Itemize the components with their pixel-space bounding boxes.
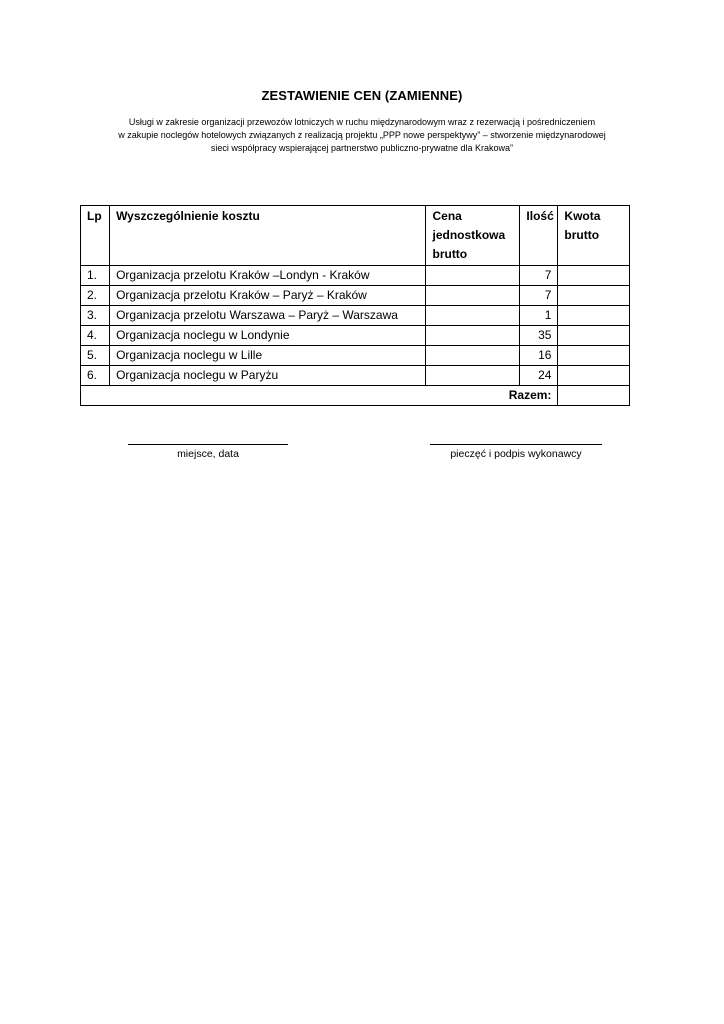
- cell-quantity: 16: [520, 346, 558, 366]
- cell-amount[interactable]: [558, 366, 630, 386]
- cell-quantity: 7: [520, 286, 558, 306]
- cell-unit-price[interactable]: [426, 326, 520, 346]
- table-row: [81, 326, 630, 346]
- cell-unit-price[interactable]: [426, 366, 520, 386]
- intro-line: sieci współpracy wspierającej partnerstwo publiczno-prywatne dla Krakowa”: [210, 143, 514, 153]
- cell-description: Organizacja noclegu w Paryżu: [110, 366, 426, 386]
- header-lp: Lp: [81, 206, 110, 266]
- cell-lp: 3.: [81, 306, 110, 326]
- signature-caption: pieczęć i podpis wykonawcy: [450, 448, 582, 460]
- cell-lp: 1.: [81, 266, 110, 286]
- cell-amount[interactable]: [558, 266, 630, 286]
- total-label: Razem:: [81, 386, 558, 406]
- table-total-row: [81, 386, 630, 406]
- total-value[interactable]: [558, 386, 630, 406]
- cell-quantity: 1: [520, 306, 558, 326]
- header-description: Wyszczególnienie kosztu: [110, 206, 426, 266]
- intro-text: [60, 116, 664, 155]
- table-row: [81, 346, 630, 366]
- signature-contractor: [430, 434, 602, 460]
- cell-lp: 5.: [81, 346, 110, 366]
- page-title: ZESTAWIENIE CEN (ZAMIENNE): [261, 88, 463, 103]
- cell-unit-price[interactable]: [426, 266, 520, 286]
- cell-amount[interactable]: [558, 346, 630, 366]
- cell-description: Organizacja noclegu w Londynie: [110, 326, 426, 346]
- cell-amount[interactable]: [558, 306, 630, 326]
- cell-amount[interactable]: [558, 286, 630, 306]
- table-row: [81, 366, 630, 386]
- signature-line: [128, 434, 288, 445]
- cell-quantity: 24: [520, 366, 558, 386]
- intro-line: w zakupie noclegów hotelowych związanych z realizacją projektu „PPP nowe perspektywy” – stworzenie międzynarodowej: [118, 130, 606, 140]
- cell-unit-price[interactable]: [426, 346, 520, 366]
- intro-line: Usługi w zakresie organizacji przewozów lotniczych w ruchu międzynarodowym wraz z rezerwacją i pośredniczeniem: [128, 117, 596, 127]
- table-row: [81, 266, 630, 286]
- cell-lp: 6.: [81, 366, 110, 386]
- cell-quantity: 7: [520, 266, 558, 286]
- table-row: [81, 286, 630, 306]
- signature-place-date: [128, 434, 288, 460]
- cost-table: [80, 205, 630, 406]
- cell-unit-price[interactable]: [426, 286, 520, 306]
- signature-line: [430, 434, 602, 445]
- cell-description: Organizacja przelotu Kraków – Paryż – Kraków: [110, 286, 426, 306]
- cell-lp: 4.: [81, 326, 110, 346]
- signature-caption: miejsce, data: [177, 448, 239, 460]
- cell-quantity: 35: [520, 326, 558, 346]
- table-row: [81, 306, 630, 326]
- table-header-row: [81, 206, 630, 266]
- header-unit-price: Cena jednostkowa brutto: [426, 206, 520, 266]
- cell-amount[interactable]: [558, 326, 630, 346]
- cell-unit-price[interactable]: [426, 306, 520, 326]
- cell-description: Organizacja przelotu Warszawa – Paryż – Warszawa: [110, 306, 426, 326]
- cell-lp: 2.: [81, 286, 110, 306]
- header-amount: Kwota brutto: [558, 206, 630, 266]
- cell-description: Organizacja noclegu w Lille: [110, 346, 426, 366]
- header-quantity: Ilość: [520, 206, 558, 266]
- cell-description: Organizacja przelotu Kraków –Londyn - Kraków: [110, 266, 426, 286]
